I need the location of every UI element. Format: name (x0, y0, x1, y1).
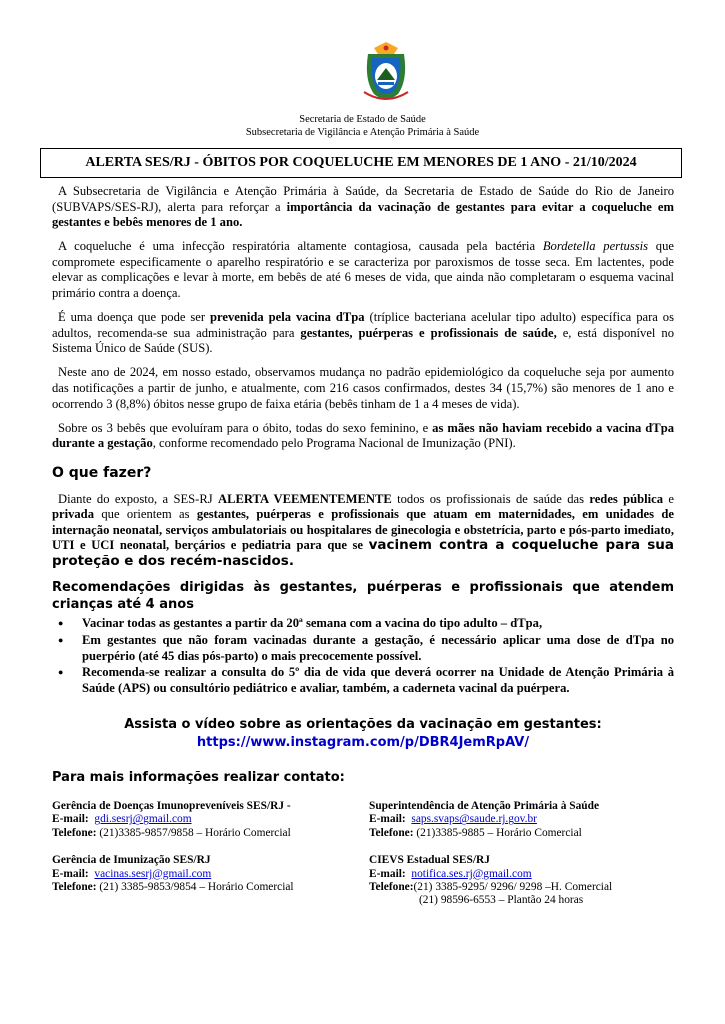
video-section (52, 716, 674, 752)
contacts-left-column (52, 800, 357, 922)
contacts (52, 800, 674, 922)
contact-email-link[interactable]: notifica.ses.rj@gmail.com (411, 867, 532, 880)
header-subsecretaria: Subsecretaria de Vigilância e Atenção Primária à Saúde (245, 127, 480, 138)
recommendations-list (52, 616, 674, 696)
contact-name: Gerência de Doenças Imunopreveníveis SES/RJ - (52, 800, 291, 813)
paragraph-deaths: Sobre os 3 bebês que evoluíram para o óbito, todas do sexo feminino, e as mães não haviam recebido a vacina dTpa durante a gestação, conforme recomendado pelo Programa Nacional de Imunização (PNI). (52, 420, 675, 451)
contact-block: CIEVS Estadual SES/RJ E-mail: notifica.ses.rj@gmail.com Telefone:(21) 3385-9295/ 9296/ 9298 –H. Comercial (21) 98596-6553 – Plantão 24 horas (369, 854, 674, 908)
contact-phone: (21) 3385-9295/ 9296/ 9298 –H. Comercial (413, 881, 613, 894)
video-text: Assista o vídeo sobre as orientações da vacinação em gestantes: (124, 717, 602, 733)
contact-phone: (21)3385-9885 – Horário Comercial (416, 826, 582, 839)
contacts-right-column (369, 800, 674, 922)
contact-email-link[interactable]: saps.svaps@saude.rj.gov.br (411, 813, 537, 826)
contact-title: Para mais informações realizar contato: (52, 770, 345, 786)
paragraph-disease: A coqueluche é uma infecção respiratória altamente contagiosa, causada pela bactéria Bordetella pertussis que compromete especificamente o aparelho respiratório e se caracteriza por paroxismos de tosse seca. Em lactentes, pode elevar as complicações e levar à morte, em bebês de até 6 meses de vida, que ainda não completaram o esquema vacinal primário contra a doença. (52, 239, 674, 301)
list-item: ● Vacinar todas as gestantes a partir da 20ª semana com a vacina do tipo adulto – dTpa, (82, 616, 674, 632)
contact-name: Superintendência de Atenção Primária à Saúde (369, 800, 600, 813)
contact-phone: (21) 3385-9853/9854 – Horário Comercial (99, 881, 294, 894)
contact-phone: (21)3385-9857/9858 – Horário Comercial (99, 826, 291, 839)
paragraph-epidemiology: Neste ano de 2024, em nosso estado, observamos mudança no padrão epidemiológico da coqueluche seja por aumento das notificações a partir de junho, e atualmente, com 216 casos confirmados, destes 34 (15,7%) são menores de 1 ano e ocorrendo 3 (8,8%) óbitos nesse grupo de faixa etária (bebês tinham de 1 a 4 meses de vida). (52, 365, 674, 411)
header-secretaria: Secretaria de Estado de Saúde (299, 114, 426, 125)
section-what-to-do: O que fazer? (52, 464, 152, 481)
paragraph-intro: A Subsecretaria de Vigilância e Atenção Primária à Saúde, da Secretaria de Estado de Saúde do Rio de Janeiro (SUBVAPS/SES-RJ), alerta para reforçar a importância da vacinação de gestantes para evitar a coqueluche em gestantes e bebês menores de 1 ano. (52, 184, 674, 230)
contact-name: Gerência de Imunização SES/RJ (52, 854, 211, 867)
document-body (52, 184, 674, 922)
list-item: ● Recomenda-se realizar a consulta do 5º dia de vida que deverá ocorrer na Unidade de Atenção Primária à Saúde (APS) ou consultório pediátrico e avaliar, também, a caderneta vacinal da puérpera. (82, 665, 674, 696)
contact-block: Gerência de Doenças Imunopreveníveis SES/RJ - E-mail: gdi.sesrj@gmail.com Telefone: (21)3385-9857/9858 – Horário Comercial (52, 800, 357, 840)
paragraph-prevention: É uma doença que pode ser prevenida pela vacina dTpa (tríplice bacteriana acelular tipo adulto) específica para os adultos, recomenda-se sua administração para gestantes, puérperas e profissionais de saúde, e, está disponível no Sistema Único de Saúde (SUS). (52, 310, 675, 356)
contact-block: Gerência de Imunização SES/RJ E-mail: vacinas.sesrj@gmail.com Telefone: (21) 3385-9853/9854 – Horário Comercial (52, 854, 357, 894)
instagram-link[interactable]: https://www.instagram.com/p/DBR4JemRpAV/ (196, 735, 530, 751)
document-header (0, 113, 725, 139)
alert-title: ALERTA SES/RJ - ÓBITOS POR COQUELUCHE EM MENORES DE 1 ANO - 21/10/2024 (40, 148, 682, 178)
contact-email-link[interactable]: gdi.sesrj@gmail.com (94, 813, 192, 826)
contact-phone-24h: (21) 98596-6553 – Plantão 24 horas (419, 894, 584, 907)
contact-block: Superintendência de Atenção Primária à Saúde E-mail: saps.svaps@saude.rj.gov.br Telefone: (21)3385-9885 – Horário Comercial (369, 800, 674, 840)
list-item: ● Em gestantes que não foram vacinadas durante a gestação, é necessário aplicar uma dose de dTpa no puerpério (até 45 dias pós-parto) o mais precocemente possível. (82, 633, 674, 664)
coat-of-arms-icon (360, 40, 412, 106)
paragraph-alert: Diante do exposto, a SES-RJ ALERTA VEEMENTEMENTE todos os profissionais de saúde das redes pública e privada que orientem as gestantes, puérperas e profissionais que atuam em maternidades, em unidades de internação neonatal, serviços ambulatoriais ou hospitalares de ginecologia e obstetrícia, parto e pós-parto imediato, UTI e UCI neonatal, berçários e pediatria para que se vacinem contra a coqueluche para sua proteção e dos recém-nascidos. (52, 491, 674, 569)
contact-name: CIEVS Estadual SES/RJ (369, 854, 490, 867)
contact-email-link[interactable]: vacinas.sesrj@gmail.com (94, 867, 212, 880)
recommendations-title: Recomendações dirigidas às gestantes, puérperas e profissionais que atendem crianças até 4 anos (52, 580, 674, 613)
